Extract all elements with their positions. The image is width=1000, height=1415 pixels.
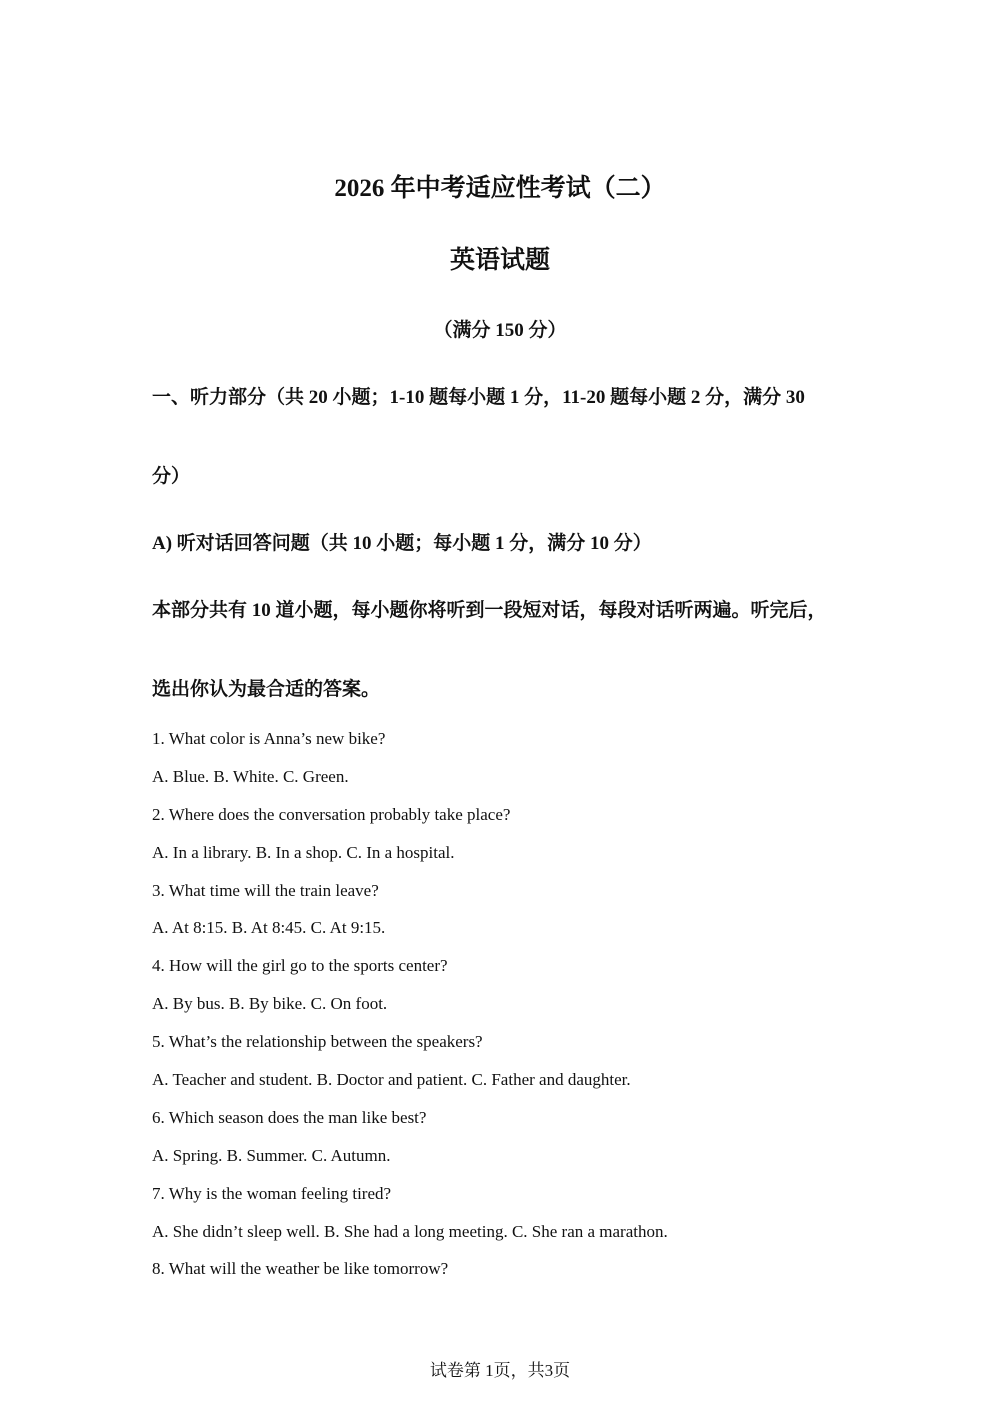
options-6: A. Spring. B. Summer. C. Autumn. — [152, 1145, 391, 1165]
page-footer: 试卷第 1页，共3页 — [429, 1361, 571, 1380]
full-score: （满分 150 分） — [433, 320, 567, 341]
section-heading-line1: 一、听力部分（共 20 小题；1-10 题每小题 1 分，11-20 题每小题 2 分，满分 30 — [152, 387, 805, 408]
question-5: 5. What’s the relationship between the speakers? — [152, 1032, 483, 1052]
question-8: 8. What will the weather be like tomorrow? — [152, 1259, 449, 1279]
question-6: 6. Which season does the man like best? — [152, 1107, 427, 1127]
options-5: A. Teacher and student. B. Doctor and patient. C. Father and daughter. — [152, 1070, 631, 1090]
options-1: A. Blue. B. White. C. Green. — [152, 766, 349, 786]
options-7: A. She didn’t sleep well. B. She had a long meeting. C. She ran a marathon. — [152, 1221, 668, 1241]
question-3: 3. What time will the train leave? — [152, 880, 379, 900]
subject-title: 英语试题 — [449, 247, 550, 274]
question-1: 1. What color is Anna’s new bike? — [152, 729, 386, 748]
options-2: A. In a library. B. In a shop. C. In a hospital. — [152, 842, 455, 862]
options-3: A. At 8:15. B. At 8:45. C. At 9:15. — [152, 918, 386, 938]
question-4: 4. How will the girl go to the sports center? — [152, 956, 448, 976]
instructions-line1: 本部分共有 10 道小题，每小题你将听到一段短对话，每段对话听两遍。听完后， — [152, 600, 827, 621]
options-4: A. By bus. B. By bike. C. On foot. — [152, 994, 388, 1014]
question-list — [152, 728, 872, 1296]
question-7: 7. Why is the woman feeling tired? — [152, 1183, 392, 1203]
exam-title: 2026 年中考适应性考试（二） — [334, 175, 666, 202]
part-a-heading: A) 听对话回答问题（共 10 小题；每小题 1 分，满分 10 分） — [152, 533, 652, 554]
question-2: 2. Where does the conversation probably take place? — [152, 804, 511, 824]
section-heading-line2: 分） — [152, 466, 191, 487]
instructions-line2: 选出你认为最合适的答案。 — [152, 679, 381, 700]
